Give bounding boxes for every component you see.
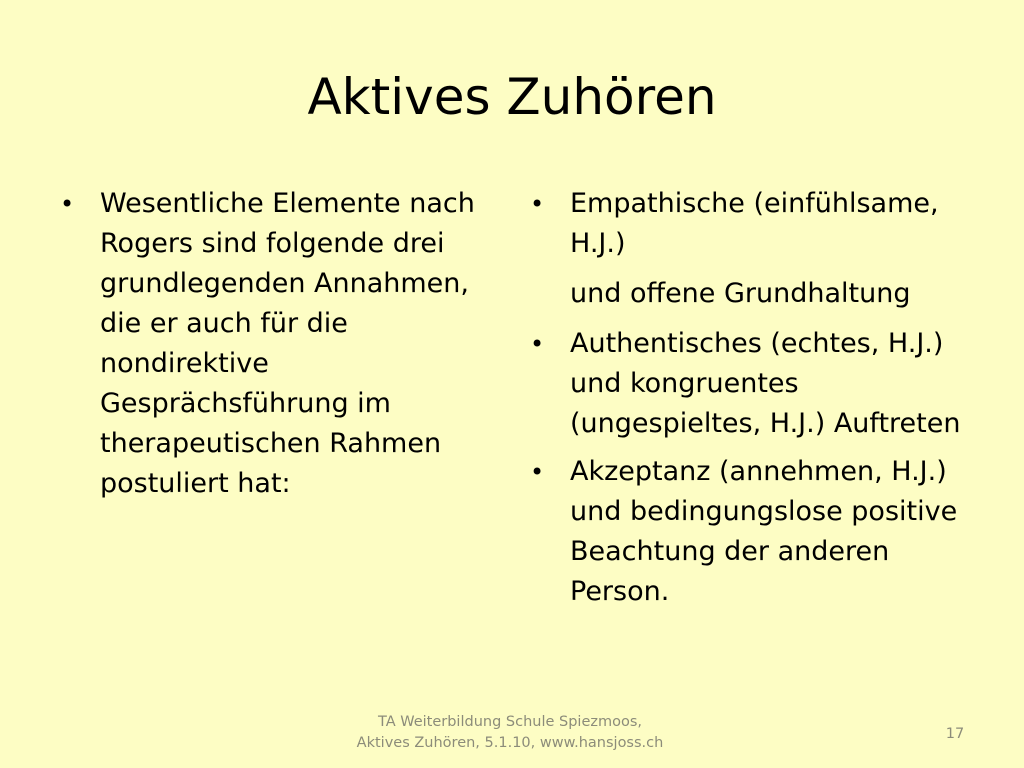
bullet-item-authenticity xyxy=(528,324,968,444)
footer xyxy=(310,712,710,754)
left-column xyxy=(58,184,498,512)
right-bullet-list-continued xyxy=(528,324,968,612)
page-number: 17 xyxy=(945,726,965,742)
bullet-text: Akzeptanz (annehmen, H.J.) und bedingungslose positive Beachtung der anderen Person. xyxy=(570,456,958,607)
right-bullet-list xyxy=(528,184,968,264)
bullet-icon: • xyxy=(530,458,545,486)
slide-title: Aktives Zuhören xyxy=(307,68,717,126)
bullet-icon: • xyxy=(530,330,545,358)
bullet-text: Authentisches (echtes, H.J.) und kongruentes (ungespieltes, H.J.) Auftreten xyxy=(570,328,961,439)
bullet-continuation-text: und offene Grundhaltung xyxy=(570,278,911,309)
bullet-text: Wesentliche Elemente nach Rogers sind folgende drei grundlegenden Annahmen, die er auch für die nondirektive Gesprächsführung im therapeutischen Rahmen postuliert hat: xyxy=(100,188,475,499)
left-bullet-list xyxy=(58,184,498,504)
bullet-icon: • xyxy=(530,190,545,218)
bullet-item-acceptance xyxy=(528,452,968,612)
bullet-item-empathy xyxy=(528,184,968,264)
bullet-icon: • xyxy=(60,190,75,218)
footer-line-2: Aktives Zuhören, 5.1.10, www.hansjoss.ch xyxy=(356,735,664,751)
footer-line-1: TA Weiterbildung Schule Spiezmoos, xyxy=(377,714,643,730)
bullet-text: Empathische (einfühlsame, H.J.) xyxy=(570,188,939,259)
right-column xyxy=(528,184,968,620)
bullet-item-rogers-elements xyxy=(58,184,498,504)
